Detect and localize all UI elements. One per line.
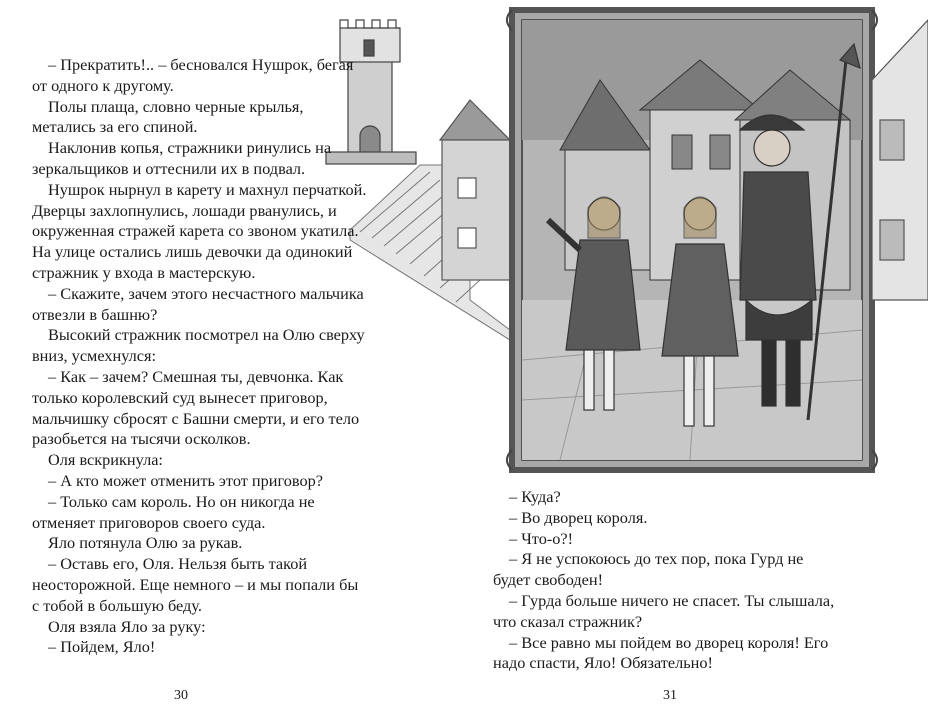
right-page-text (493, 487, 838, 674)
paragraph: – Оставь его, Оля. Нельзя быть такой неосторожной. Еще немного – и мы попали бы с тобой в большую беду. (32, 554, 359, 615)
paragraph: – Гурда больше ничего не спасет. Ты слышала, что сказал стражник? (493, 590, 835, 631)
paragraph: Оля взяла Яло за руку: (48, 616, 206, 636)
house-drawing (440, 100, 514, 280)
paragraph: – Во дворец короля. (509, 507, 648, 527)
paragraph: Яло потянула Олю за рукав. (48, 533, 243, 553)
left-page-text (32, 55, 368, 658)
paragraph: – Что-о?! (509, 528, 574, 548)
paragraph: – Я не успокоюсь до тех пор, пока Гурд не будет свободен! (493, 549, 804, 590)
paragraph: Оля вскрикнула: (48, 450, 163, 470)
framed-picture (507, 10, 877, 470)
paragraph: – А кто может отменить этот приговор? (48, 470, 323, 490)
paragraph: – Все равно мы пойдем во дворец короля! Его надо спасти, Яло! Обязательно! (493, 632, 829, 673)
paragraph: Полы плаща, словно черные крылья, метались за его спиной. (32, 96, 304, 137)
paragraph: Нушрок нырнул в карету и махнул перчаткой. Дверцы захлопнулись, лошади рванулись, и окруженная стражей карета со звоном укатила. На улице остались лишь девочки да одинокий стражник у входа в мастерскую. (32, 179, 367, 282)
paragraph: – Как – зачем? Смешная ты, девчонка. Как только королевский суд вынесет приговор, мальчишку сбросят с Башни смерти, и его тело разобьется на тысячи осколков. (32, 366, 360, 449)
side-building-drawing (872, 20, 928, 300)
paragraph: – Только сам король. Но он никогда не отменяет приговоров своего суда. (32, 491, 315, 532)
page-number-left: 30 (174, 688, 188, 703)
paragraph: Высокий стражник посмотрел на Олю сверху вниз, усмехнулся: (32, 325, 365, 366)
paragraph: – Скажите, зачем этого несчастного мальчика отвезли в башню? (32, 283, 364, 324)
paragraph: – Пойдем, Яло! (48, 637, 156, 657)
page-number-right: 31 (663, 688, 677, 703)
paragraph: Наклонив копья, стражники ринулись на зеркальщиков и оттеснили их в подвал. (32, 138, 332, 178)
paragraph: – Куда? (509, 487, 561, 506)
paragraph: – Прекратить!.. – бесновался Нушрок, бегая от одного к другому. (32, 55, 354, 95)
